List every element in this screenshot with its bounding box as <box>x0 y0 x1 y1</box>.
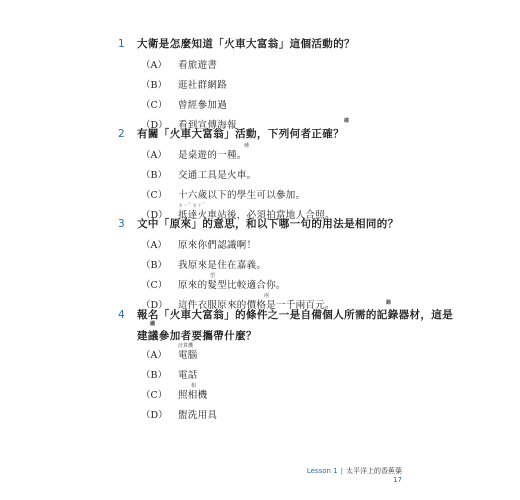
option-letter: （C） <box>141 390 168 401</box>
question-text: 有關「火車大富翁」活動，下列何者正確？ <box>137 128 345 140</box>
option-d[interactable] <box>118 406 418 426</box>
option-text: 交通工具是火車。 <box>178 170 257 181</box>
options-list <box>118 143 418 226</box>
question-number: 1 <box>118 38 125 50</box>
option-text: 這件衣服原來的價格是一千兩百元。 <box>178 300 335 311</box>
option-text: 逛社群網路 <box>178 80 228 91</box>
option-a[interactable] <box>118 56 418 76</box>
question-line-continued <box>118 321 418 345</box>
option-c[interactable] <box>118 186 418 206</box>
option-text: 電話 <box>178 370 198 381</box>
option-text: 電腦 <box>178 350 198 361</box>
option-letter: （A） <box>141 150 167 161</box>
option-letter: （C） <box>141 280 168 291</box>
option-text: 看到宣傳海報 <box>178 120 237 131</box>
page-footer <box>307 466 402 484</box>
option-letter: （A） <box>141 60 167 71</box>
ruby-annotation: 計算機 <box>178 343 194 349</box>
option-letter: （B） <box>141 260 167 271</box>
option-text: 是桌遊的一種。 <box>178 150 247 161</box>
lesson-label: Lesson 1 <box>306 467 338 475</box>
option-letter: （C） <box>141 100 168 111</box>
ruby-annotation: 議 <box>150 321 156 327</box>
options-list <box>118 236 418 316</box>
question-line <box>118 118 418 143</box>
options-list <box>118 56 418 136</box>
option-text: 看旅遊書 <box>178 60 218 71</box>
ruby-annotation: 相 <box>191 383 197 389</box>
option-letter: （A） <box>141 350 167 361</box>
question-number: 2 <box>118 128 125 140</box>
question-3 <box>118 215 418 316</box>
option-letter: （D） <box>141 120 168 131</box>
ruby-annotation: 確 <box>344 118 350 124</box>
footer-lesson-line <box>307 466 402 476</box>
option-a[interactable] <box>118 236 418 256</box>
option-b[interactable] <box>118 366 418 386</box>
question-line <box>118 215 418 233</box>
option-c[interactable] <box>118 383 418 406</box>
options-list <box>118 343 418 426</box>
option-letter: （B） <box>141 80 167 91</box>
lesson-title: 太平洋上的香蕉葉 <box>346 467 402 475</box>
option-text: 我原來是住在嘉義。 <box>178 260 267 271</box>
question-number: 4 <box>118 309 125 321</box>
question-number: 3 <box>118 218 125 230</box>
option-text: 盥洗用具 <box>178 410 218 421</box>
option-b[interactable] <box>118 76 418 96</box>
option-a[interactable] <box>118 343 418 366</box>
option-text: 曾經參加過 <box>178 100 228 111</box>
option-text: 抵達火車站後，必須拍當地人合照。 <box>178 210 335 221</box>
option-b[interactable] <box>118 256 418 276</box>
option-text: 照相機 <box>178 390 208 401</box>
ruby-annotation: 兩 <box>264 293 270 299</box>
option-c[interactable] <box>118 96 418 116</box>
page-number: 17 <box>393 476 402 484</box>
option-letter: （A） <box>141 240 167 251</box>
question-2 <box>118 118 418 226</box>
question-text: 大衛是怎麼知道「火車大富翁」這個活動的？ <box>137 38 355 50</box>
option-letter: （D） <box>141 210 168 221</box>
option-b[interactable] <box>118 166 418 186</box>
option-text: 原來的髮型比較適合你。 <box>178 280 286 291</box>
ruby-annotation: 種 <box>244 143 250 149</box>
question-1 <box>118 35 418 136</box>
option-a[interactable] <box>118 143 418 166</box>
option-letter: （D） <box>141 410 168 421</box>
question-line <box>118 35 418 53</box>
option-text: 原來你們認識啊！ <box>178 240 257 251</box>
question-text: 報名「火車大富翁」的條件之一是自備個人所需的記錄器材，這是 <box>137 309 454 321</box>
option-text: 十六歲以下的學生可以參加。 <box>178 190 306 201</box>
option-letter: （B） <box>141 170 167 181</box>
ruby-annotation: 型 <box>210 273 216 279</box>
option-letter: （C） <box>141 190 168 201</box>
ruby-annotation: 錄 <box>386 300 392 306</box>
ruby-annotation: ㄉㄧˇ ㄉㄚˊ <box>178 203 205 209</box>
option-letter: （B） <box>141 370 167 381</box>
question-text-continued: 建議參加者要攜帶什麼？ <box>137 330 257 342</box>
footer-separator: | <box>340 467 343 475</box>
option-letter: （D） <box>141 300 168 311</box>
question-text: 文中「原來」的意思，和以下哪一句的用法是相同的？ <box>137 218 399 230</box>
